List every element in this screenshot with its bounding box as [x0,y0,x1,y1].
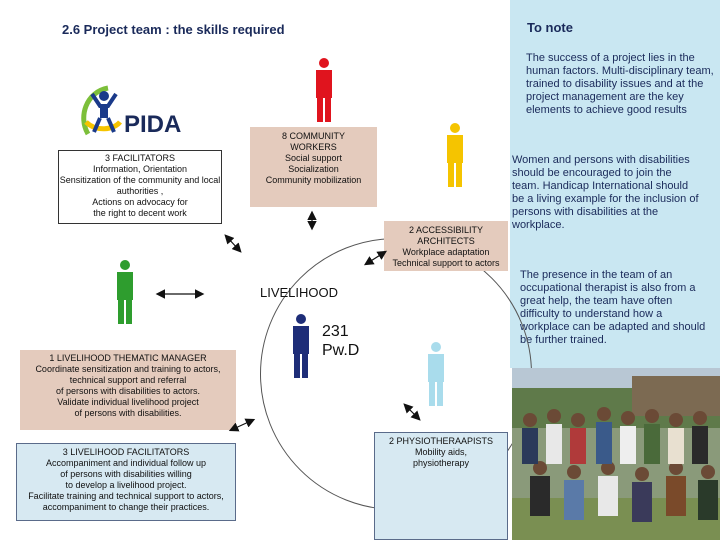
community-workers-box: 8 COMMUNITY WORKERS Social support Socialization Community mobilization [250,127,377,207]
note-paragraph-2: Women and persons with disabilities should be encouraged to join the team. Handicap International should be a living example for the inclusion of persons with disabilities at the workplace. [512,154,699,231]
team-photo [512,368,720,540]
accessibility-architects-box: 2 ACCESSIBILITY ARCHITECTS Workplace adaptation Technical support to actors [384,221,508,271]
pwd-count: 231 Pw.D [322,323,360,359]
facilitators-box: 3 FACILITATORS Information, Orientation Sensitization of the community and local authorities , Actions on advocacy for the right to decent work [58,150,222,224]
note-paragraph-3: The presence in the team of an occupational therapist is also from a great help, the team have often difficulty to understand how a workplace can be adapted and should be further trained. [520,269,706,346]
note-title: To note [527,20,573,35]
arrow-livelihood-facilitators [231,420,253,430]
arrow-physio [405,405,419,419]
physiotherapists-box: 2 PHYSIOTHERAAPISTS Mobility aids, physiotherapy [374,432,508,540]
arrow-architects [366,252,385,264]
arrow-facilitators [226,236,240,251]
livelihood-label: LIVELIHOOD [260,285,339,300]
page-title: 2.6 Project team : the skills required [62,22,285,37]
thematic-manager-box: 1 LIVELIHOOD THEMATIC MANAGER Coordinate sensitization and training to actors, technical support and referral of persons with disabilities to actors. Validate individual livelihood project of persons with disabilities. [20,350,236,430]
livelihood-facilitators-box: 3 LIVELIHOOD FACILITATORS Accompaniment and individual follow up of persons with disabilities willing to develop a livelihood project. Facilitate training and technical support to actors, accompaniment to change their practices. [16,443,236,521]
note-paragraph-1: The success of a project lies in the human factors. Multi-disciplinary team, trained to disability issues and at the project management are the key elements to achieve good results [526,52,714,116]
logo-text: PIDA [124,111,182,138]
